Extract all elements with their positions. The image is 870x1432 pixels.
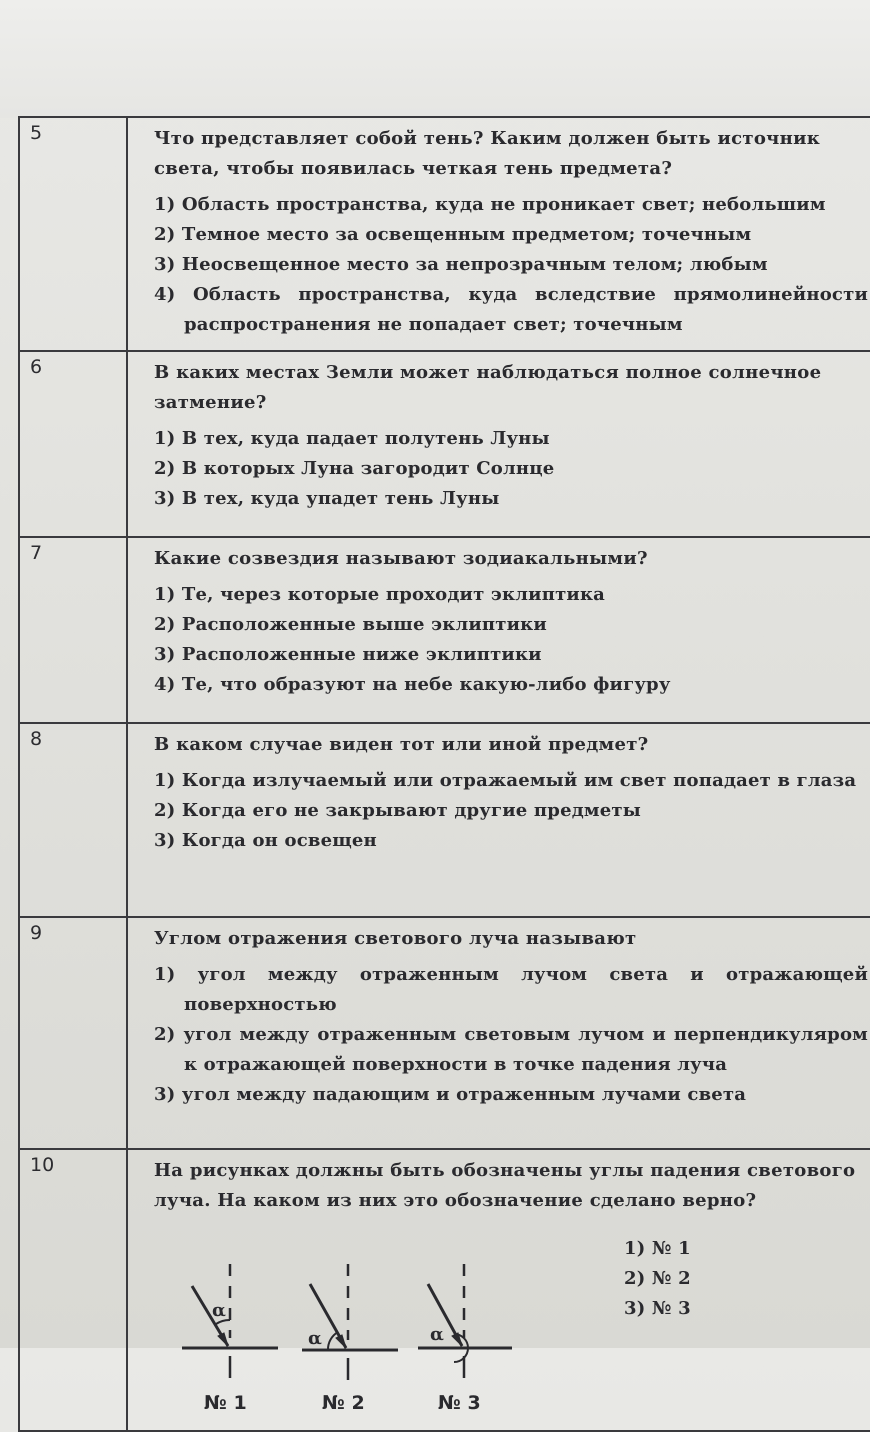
- question-text: В каких местах Земли может наблюдаться полное солнечное затмение?: [154, 362, 822, 413]
- angle-alpha-1: α: [212, 1300, 226, 1321]
- answer-option: 4) Область пространства, куда вследствие прямолинейности распространения не попадает свет; точечным: [154, 284, 868, 335]
- answer-option: 2) Темное место за освещенным предметом; точечным: [154, 224, 752, 245]
- answer-option: 1) В тех, куда падает полутень Луны: [154, 428, 550, 449]
- question-row-9: [19, 917, 870, 1149]
- answer-option: 1) Когда излучаемый или отражаемый им свет попадает в глаза: [154, 770, 857, 791]
- question-text: На рисунках должны быть обозначены углы падения светового луча. На каком из них это обозначение сделано верно?: [154, 1160, 856, 1211]
- figure-2-label: № 2: [322, 1392, 365, 1414]
- question-cell: [127, 1149, 870, 1431]
- question-row-8: [19, 723, 870, 917]
- answer-option: 2) Когда его не закрывают другие предметы: [154, 800, 642, 821]
- answer-option: 3) Когда он освещен: [154, 830, 377, 851]
- page-top-margin: [0, 0, 870, 118]
- answer-option: 2) № 2: [624, 1268, 691, 1289]
- figure-1-label: № 1: [204, 1392, 247, 1414]
- answer-option: 3) В тех, куда упадет тень Луны: [154, 488, 500, 509]
- question-text: Какие созвездия называют зодиакальными?: [154, 548, 648, 569]
- question-number: 7: [19, 537, 127, 723]
- figure-1-diagram: [182, 1264, 278, 1378]
- answer-option: 2) угол между отраженным световым лучом и перпендикуляром к отражающей поверхности в точке падения луча: [154, 1024, 868, 1075]
- answer-options-10: [624, 1234, 691, 1324]
- answer-option: 3) Расположенные ниже эклиптики: [154, 644, 542, 665]
- answer-option: 3) № 3: [624, 1298, 691, 1319]
- question-number: 10: [19, 1149, 127, 1431]
- angle-arc: [328, 1332, 338, 1350]
- question-row-7: [19, 537, 870, 723]
- answer-option: 2) В которых Луна загородит Солнце: [154, 458, 555, 479]
- answer-option: 1) № 1: [624, 1238, 691, 1259]
- question-text: Что представляет собой тень? Каким должен быть источник света, чтобы появилась четкая тень предмета?: [154, 128, 821, 179]
- figures-area: [154, 1222, 868, 1422]
- angle-alpha-2: α: [308, 1328, 322, 1349]
- angle-alpha-3: α: [430, 1324, 444, 1345]
- question-number: 5: [19, 117, 127, 351]
- question-row-6: [19, 351, 870, 537]
- ray-arrow: [336, 1335, 346, 1348]
- question-number: 6: [19, 351, 127, 537]
- question-text: Углом отражения светового луча называют: [154, 928, 637, 949]
- figure-2-diagram: [302, 1264, 398, 1380]
- ray-arrow: [218, 1333, 228, 1346]
- questions-table: [18, 116, 870, 1432]
- figure-3-label: № 3: [438, 1392, 481, 1414]
- answer-option: 1) Область пространства, куда не проникает свет; небольшим: [154, 194, 826, 215]
- answer-option: 2) Расположенные выше эклиптики: [154, 614, 547, 635]
- figure-3-diagram: [418, 1264, 512, 1378]
- answer-option: 3) Неосвещенное место за непрозрачным телом; любым: [154, 254, 768, 275]
- question-cell: [127, 117, 870, 351]
- question-row-5: [19, 117, 870, 351]
- test-sheet: [18, 116, 870, 1414]
- answer-option: 1) Те, через которые проходит эклиптика: [154, 584, 606, 605]
- question-cell: [127, 917, 870, 1149]
- answer-option: 4) Те, что образуют на небе какую-либо фигуру: [154, 674, 671, 695]
- question-cell: [127, 723, 870, 917]
- ray-diagrams: [154, 1228, 574, 1398]
- question-number: 9: [19, 917, 127, 1149]
- question-row-10: [19, 1149, 870, 1431]
- question-text: В каком случае виден тот или иной предмет?: [154, 734, 649, 755]
- answer-option: 1) угол между отраженным лучом света и отражающей поверхностью: [154, 964, 868, 1015]
- question-cell: [127, 537, 870, 723]
- question-number: 8: [19, 723, 127, 917]
- question-cell: [127, 351, 870, 537]
- answer-option: 3) угол между падающим и отраженным лучами света: [154, 1084, 747, 1105]
